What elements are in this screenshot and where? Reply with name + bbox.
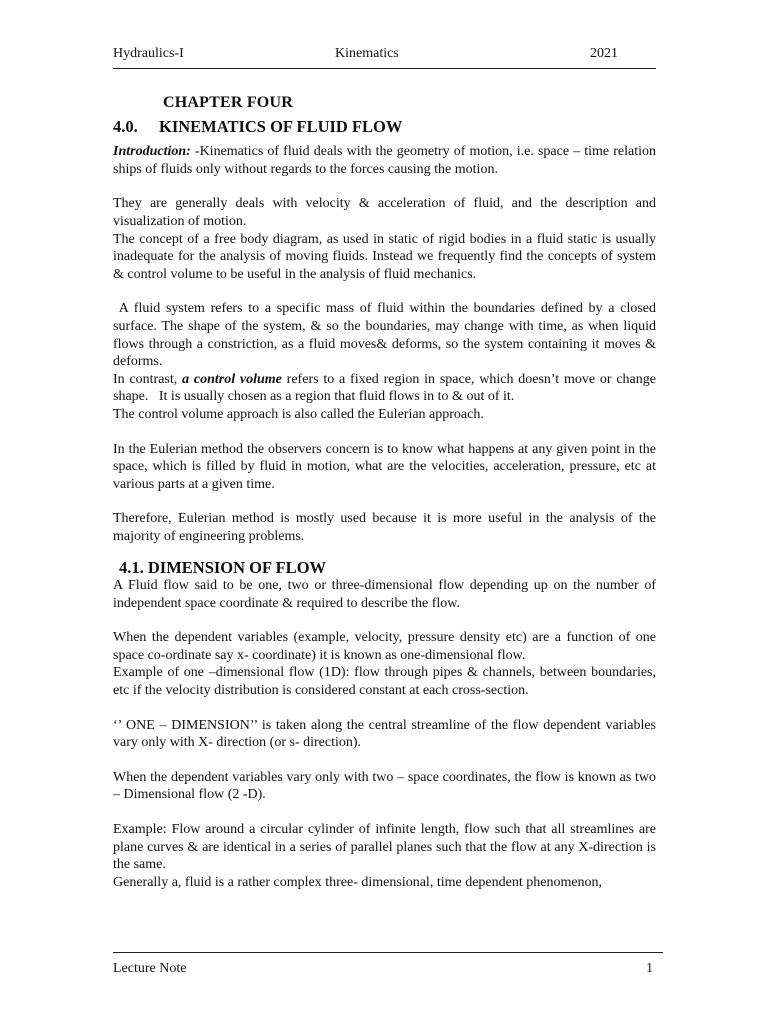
intro-label: Introduction: (113, 144, 191, 160)
paragraph-2d-example: Example: Flow around a circular cylinder of infinite length, flow such that all streamlines are plane curves & are identical in a series of parallel planes such that the flow at any X-direction is the same. (113, 822, 656, 873)
cv-after: refers to a fixed region in space, which doesn’t move or change shape. It is usually chosen as a region that fluid flows in to & out of it. (113, 371, 660, 405)
paragraph-eulerian-approach: The control volume approach is also called the Eulerian approach. (113, 406, 484, 422)
paragraph-one-dimension-streamline: ‘’ ONE – DIMENSION’’ is taken along the central streamline of the flow dependent variables vary only with X- direction (or s- direction). (113, 717, 656, 751)
footer-label: Lecture Note (113, 961, 187, 976)
intro-text: -Kinematics of fluid deals with the geometry of motion, i.e. space – time relation ships of fluids only without regards to the forces causing the motion. (113, 144, 656, 177)
header-year: 2021 (590, 46, 618, 61)
paragraph-one-dimensional: When the dependent variables (example, velocity, pressure density etc) are a function of one space co-ordinate say x- coordinate) it is known as one-dimensional flow. (113, 630, 656, 663)
intro-paragraph (113, 143, 656, 178)
paragraph-control-volume (113, 371, 660, 406)
paragraph-two-dimensional: When the dependent variables vary only with two – space coordinates, the flow is known as two – Dimensional flow (2 -D). (113, 769, 656, 803)
page-header (113, 46, 656, 69)
subsection-heading: 4.1. DIMENSION OF FLOW (119, 558, 327, 578)
paragraph-velocity: They are generally deals with velocity & acceleration of fluid, and the description and visualization of motion. (113, 196, 656, 229)
paragraph-1d-example: Example of one –dimensional flow (1D): flow through pipes & channels, between boundaries, etc if the velocity distribution is considered constant at each cross-section. (113, 665, 656, 699)
cv-before: In contrast, (113, 371, 183, 387)
header-topic: Kinematics (335, 46, 399, 61)
paragraph-free-body: The concept of a free body diagram, as used in static of rigid bodies in a fluid static is usually inadequate for the analysis of moving fluids. Instead we frequently find the concepts of system & control volume to be useful in the analysis of fluid mechanics. (113, 231, 656, 282)
page-footer (113, 952, 663, 979)
paragraph-eulerian-method: In the Eulerian method the observers concern is to know what happens at any given point in the space, which is filled by fluid in motion, what are the velocities, acceleration, pressure, etc at various parts at a given time. (113, 441, 656, 492)
section-number: 4.0. (113, 116, 138, 136)
page-number: 1 (646, 961, 653, 976)
section-heading (113, 118, 656, 136)
section-title: KINEMATICS OF FLUID FLOW (159, 116, 403, 136)
paragraph-dimension-intro: A Fluid flow said to be one, two or three-dimensional flow depending up on the number of independent space coordinate & required to describe the flow. (113, 578, 656, 611)
control-volume-term: a control volume (182, 371, 282, 387)
paragraph-eulerian-usage: Therefore, Eulerian method is mostly used because it is more useful in the analysis of the majority of engineering problems. (113, 511, 656, 544)
chapter-title: CHAPTER FOUR (163, 94, 293, 111)
page-body (113, 94, 660, 891)
header-course: Hydraulics-I (113, 46, 184, 61)
paragraph-three-dimensional: Generally a, fluid is a rather complex three- dimensional, time dependent phenomenon, (113, 874, 603, 890)
paragraph-fluid-system: A fluid system refers to a specific mass of fluid within the boundaries defined by a closed surface. The shape of the system, & so the boundaries, may change with time, as when liquid flows through a constriction, as a fluid moves& deforms, so the system containing it moves & deforms. (113, 301, 660, 370)
